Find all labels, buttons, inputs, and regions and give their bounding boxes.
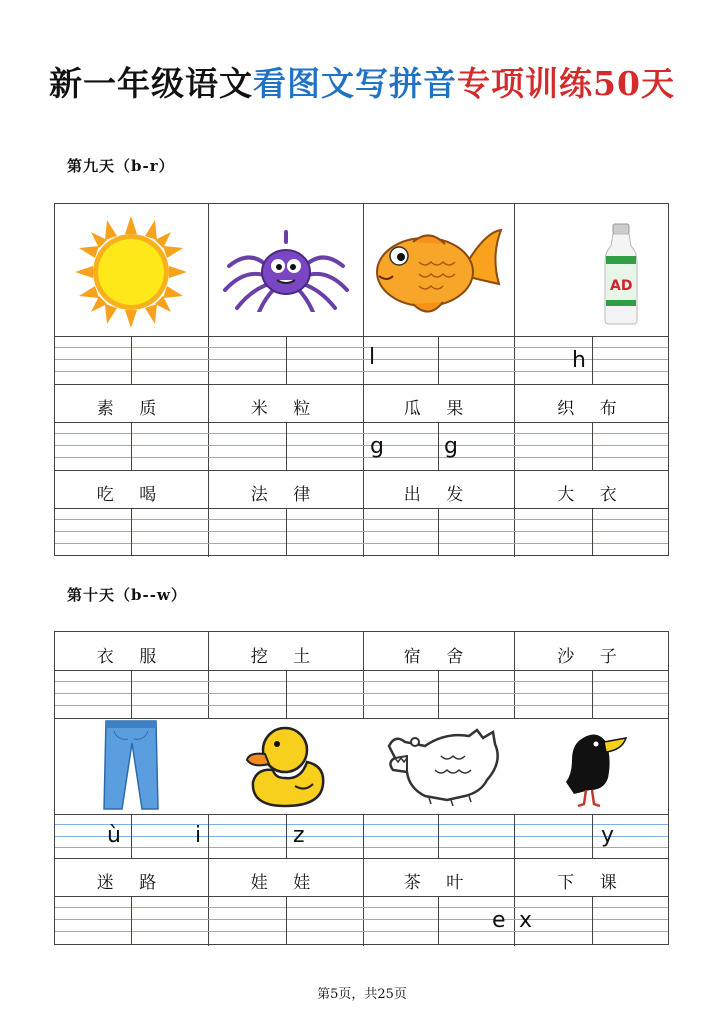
- crocodile-icon: [385, 726, 505, 810]
- word: 下 课: [557, 873, 627, 893]
- page-title: [0, 58, 724, 105]
- word: 茶 叶: [403, 873, 474, 893]
- pinyin-letter: g: [444, 434, 458, 459]
- day9-grid: [54, 203, 669, 556]
- crow-icon: [560, 728, 630, 812]
- pinyin-writing-lines[interactable]: [55, 422, 668, 470]
- word: 衣 服: [96, 647, 167, 667]
- pinyin-letter: y: [601, 823, 615, 848]
- pinyin-letter: e: [492, 908, 506, 933]
- word: 挖 土: [250, 647, 321, 667]
- pinyin-writing-lines[interactable]: [55, 896, 668, 945]
- row-divider: [55, 470, 668, 471]
- day10-grid: [54, 631, 669, 945]
- svg-text:AD: AD: [610, 278, 633, 294]
- pinyin-letter: l: [369, 345, 376, 370]
- pinyin-letter: x: [519, 908, 533, 933]
- duck-icon: [245, 722, 327, 814]
- fish-icon: [373, 222, 503, 326]
- title-part-2: 看图文写拼音: [253, 64, 458, 103]
- yogurt-bottle-icon: [601, 222, 641, 330]
- row-divider: [55, 384, 668, 385]
- word: 出 发: [403, 485, 474, 505]
- word: 米 粒: [250, 399, 321, 419]
- title-part-1: 新一年级语文: [49, 64, 254, 103]
- sun-icon: [73, 214, 189, 334]
- word: 大 衣: [557, 485, 627, 505]
- word: 迷 路: [96, 873, 167, 893]
- day9-heading: 第九天（b-r）: [67, 157, 175, 175]
- pinyin-letter: ù: [107, 823, 121, 848]
- pinyin-letter: z: [293, 823, 305, 848]
- pinyin-letter: g: [370, 434, 384, 459]
- pinyin-letter: h: [572, 348, 586, 373]
- word: 织 布: [557, 399, 627, 419]
- pinyin-letter: i: [195, 823, 202, 848]
- day10-heading: 第十天（b--w）: [67, 586, 187, 604]
- word: 法 律: [250, 485, 321, 505]
- word: 沙 子: [557, 647, 627, 667]
- word: 娃 娃: [250, 873, 321, 893]
- word: 瓜 果: [403, 399, 474, 419]
- pants-icon: [102, 719, 160, 815]
- row-divider: [55, 858, 668, 859]
- pinyin-writing-lines[interactable]: [55, 814, 668, 858]
- page-number: 第5页，共25页: [317, 987, 407, 1002]
- word: 宿 舍: [403, 647, 474, 667]
- spider-icon: [221, 228, 351, 316]
- word: 素 质: [96, 399, 167, 419]
- pinyin-writing-lines[interactable]: [55, 670, 668, 718]
- pinyin-writing-lines[interactable]: [55, 508, 668, 556]
- word: 吃 喝: [96, 485, 167, 505]
- title-part-3: 专项训练50天: [457, 64, 675, 103]
